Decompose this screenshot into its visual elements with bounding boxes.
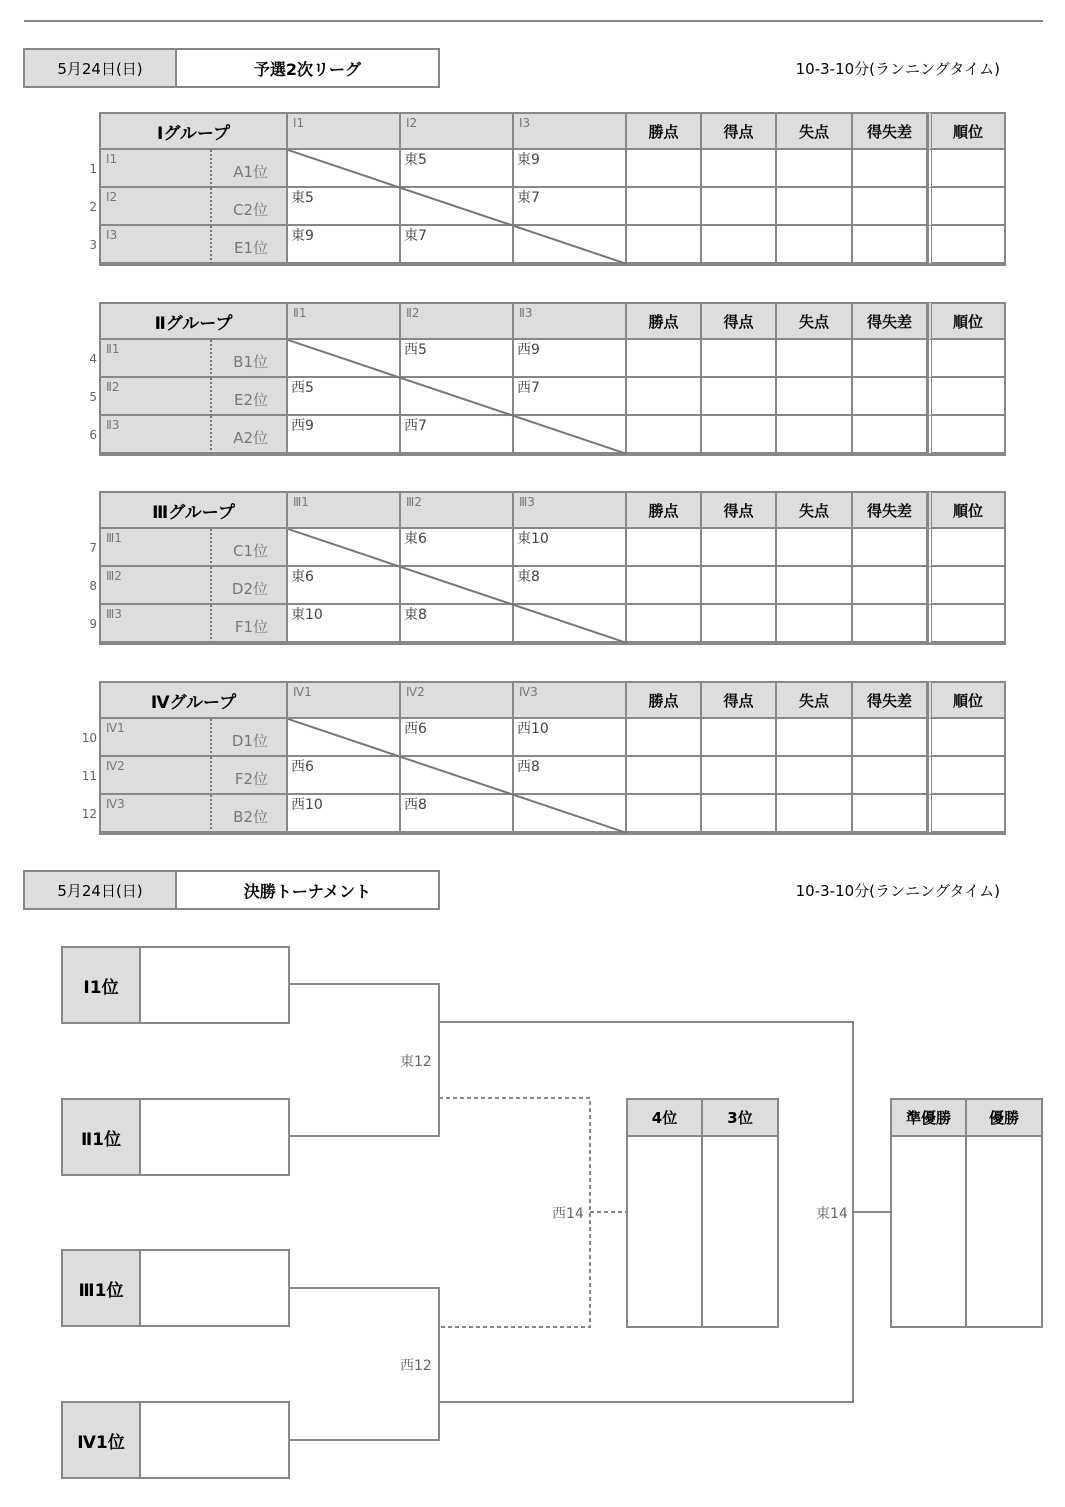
- team-seed: B2位: [212, 795, 288, 833]
- seed-label-4: Ⅳ1位: [63, 1403, 141, 1477]
- fourth-place-entry[interactable]: [628, 1137, 703, 1326]
- match-cell[interactable]: 東5: [401, 150, 514, 188]
- stat-header: 勝点: [627, 112, 702, 150]
- team-slot-id: Ⅰ2: [99, 188, 212, 226]
- group-name: Ⅱグループ: [99, 302, 288, 340]
- stat-header: 勝点: [627, 491, 702, 529]
- stat-header: 失点: [777, 302, 853, 340]
- team-seed: F2位: [212, 757, 288, 795]
- stat-header: 得点: [702, 491, 777, 529]
- team-slot-id: Ⅱ1: [99, 340, 212, 378]
- match-cell[interactable]: 西9: [288, 416, 401, 454]
- match-semi-top: 東12: [400, 1054, 432, 1070]
- final-box: [890, 1098, 1043, 1328]
- stat-header: 得点: [702, 302, 777, 340]
- stat-header: 得失差: [853, 112, 928, 150]
- team-seed: C1位: [212, 529, 288, 567]
- match-cell[interactable]: 西10: [514, 719, 627, 757]
- stat-header: 順位: [928, 681, 1006, 719]
- match-cell[interactable]: 西6: [401, 719, 514, 757]
- team-seed: A1位: [212, 150, 288, 188]
- match-cell[interactable]: 東9: [288, 226, 401, 264]
- team-slot-id: Ⅳ3: [99, 795, 212, 833]
- stat-header: 失点: [777, 112, 853, 150]
- stat-header: 順位: [928, 112, 1006, 150]
- team-seed: B1位: [212, 340, 288, 378]
- group-col-header: Ⅱ1: [288, 302, 401, 340]
- seed-label-1: Ⅰ1位: [63, 948, 141, 1022]
- runner-up-header: 準優勝: [892, 1100, 967, 1137]
- group-col-header: Ⅳ2: [401, 681, 514, 719]
- team-seed: E2位: [212, 378, 288, 416]
- tournament-title: 決勝トーナメント: [243, 881, 372, 901]
- team-seed: C2位: [212, 188, 288, 226]
- group-col-header: Ⅳ3: [514, 681, 627, 719]
- team-slot-id: Ⅰ3: [99, 226, 212, 264]
- match-final: 東14: [816, 1206, 848, 1222]
- stat-header: 得点: [702, 112, 777, 150]
- group-col-header: Ⅲ1: [288, 491, 401, 529]
- team-slot-id: Ⅱ3: [99, 416, 212, 454]
- league-title: 予選2次リーグ: [253, 59, 362, 79]
- stat-header: 勝点: [627, 681, 702, 719]
- team-seed: D2位: [212, 567, 288, 605]
- team-slot-id: Ⅲ2: [99, 567, 212, 605]
- group-col-header: Ⅲ3: [514, 491, 627, 529]
- match-cell[interactable]: 西9: [514, 340, 627, 378]
- row-number: 12: [81, 807, 97, 821]
- group-name: Ⅰグループ: [99, 112, 288, 150]
- match-cell[interactable]: 西6: [288, 757, 401, 795]
- row-number: 1: [89, 162, 97, 176]
- team-seed: A2位: [212, 416, 288, 454]
- match-cell[interactable]: 東7: [401, 226, 514, 264]
- champion-header: 優勝: [967, 1100, 1041, 1137]
- match-cell[interactable]: 東8: [514, 567, 627, 605]
- row-number: 10: [81, 731, 97, 745]
- stat-header: 順位: [928, 302, 1006, 340]
- team-seed: E1位: [212, 226, 288, 264]
- group-col-header: Ⅳ1: [288, 681, 401, 719]
- team-slot-id: Ⅲ3: [99, 605, 212, 643]
- group-col-header: Ⅰ1: [288, 112, 401, 150]
- match-cell[interactable]: 東5: [288, 188, 401, 226]
- tournament-date: 5月24日(日): [25, 872, 177, 908]
- group-col-header: Ⅱ2: [401, 302, 514, 340]
- match-cell[interactable]: 西5: [401, 340, 514, 378]
- stat-header: 得失差: [853, 302, 928, 340]
- match-cell[interactable]: 西8: [514, 757, 627, 795]
- row-number: 11: [81, 769, 97, 783]
- match-cell[interactable]: 東6: [401, 529, 514, 567]
- fourth-place-header: 4位: [628, 1100, 703, 1137]
- team-slot-id: Ⅳ2: [99, 757, 212, 795]
- team-seed: F1位: [212, 605, 288, 643]
- group-name: Ⅳグループ: [99, 681, 288, 719]
- match-cell[interactable]: 西5: [288, 378, 401, 416]
- match-semi-bottom: 西12: [400, 1358, 432, 1374]
- seed-label-3: Ⅲ1位: [63, 1251, 141, 1325]
- team-slot-id: Ⅳ1: [99, 719, 212, 757]
- stat-header: 得失差: [853, 491, 928, 529]
- match-cell[interactable]: 東7: [514, 188, 627, 226]
- team-seed: D1位: [212, 719, 288, 757]
- third-place-entry[interactable]: [703, 1137, 777, 1326]
- row-number: 5: [89, 390, 97, 404]
- match-cell[interactable]: 西7: [401, 416, 514, 454]
- row-number: 8: [89, 579, 97, 593]
- match-cell[interactable]: 東6: [288, 567, 401, 605]
- stat-header: 勝点: [627, 302, 702, 340]
- stat-header: 得点: [702, 681, 777, 719]
- match-cell[interactable]: 東9: [514, 150, 627, 188]
- match-cell[interactable]: 西8: [401, 795, 514, 833]
- champion-entry[interactable]: [967, 1137, 1041, 1326]
- stat-header: 得失差: [853, 681, 928, 719]
- group-name: Ⅲグループ: [99, 491, 288, 529]
- team-slot-id: Ⅰ1: [99, 150, 212, 188]
- row-number: 3: [89, 238, 97, 252]
- group-col-header: Ⅲ2: [401, 491, 514, 529]
- match-cell[interactable]: 西10: [288, 795, 401, 833]
- row-number: 7: [89, 541, 97, 555]
- row-number: 9: [89, 617, 97, 631]
- match-cell[interactable]: 東10: [514, 529, 627, 567]
- match-cell[interactable]: 東8: [401, 605, 514, 643]
- league-date: 5月24日(日): [25, 50, 177, 86]
- third-place-box: [626, 1098, 779, 1328]
- stat-header: 順位: [928, 491, 1006, 529]
- stat-header: 失点: [777, 491, 853, 529]
- tournament-timing: 10-3-10分(ランニングタイム): [795, 882, 1000, 900]
- league-timing: 10-3-10分(ランニングタイム): [795, 60, 1000, 78]
- team-slot-id: Ⅲ1: [99, 529, 212, 567]
- seed-label-2: Ⅱ1位: [63, 1100, 141, 1174]
- match-cell[interactable]: 西7: [514, 378, 627, 416]
- stat-header: 失点: [777, 681, 853, 719]
- row-number: 6: [89, 428, 97, 442]
- group-col-header: Ⅰ3: [514, 112, 627, 150]
- row-number: 4: [89, 352, 97, 366]
- match-third-place: 西14: [552, 1206, 584, 1222]
- match-cell[interactable]: 東10: [288, 605, 401, 643]
- group-col-header: Ⅰ2: [401, 112, 514, 150]
- row-number: 2: [89, 200, 97, 214]
- team-slot-id: Ⅱ2: [99, 378, 212, 416]
- runner-up-entry[interactable]: [892, 1137, 967, 1326]
- group-col-header: Ⅱ3: [514, 302, 627, 340]
- third-place-header: 3位: [703, 1100, 777, 1137]
